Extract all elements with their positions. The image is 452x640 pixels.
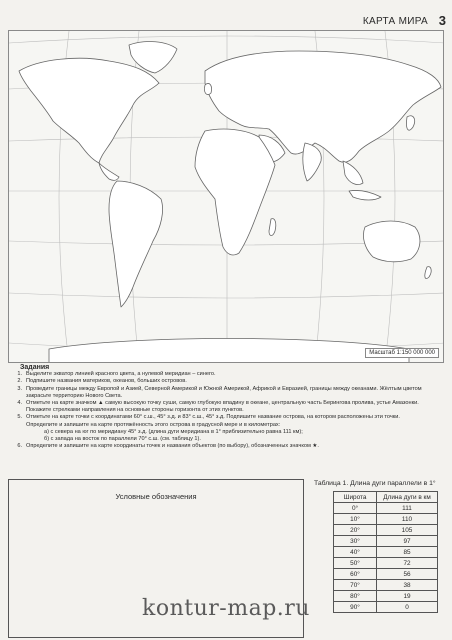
task-number: 4.: [17, 400, 22, 407]
task-text: а) с севера на юг по меридиану 45° з.д. (длина дуги меридиана в 1° приблизительно равна 111 км);: [44, 428, 303, 435]
task-number: 6.: [17, 443, 22, 450]
map-graphic: [9, 31, 444, 363]
japan: [406, 116, 414, 130]
world-map: [8, 30, 444, 363]
task-list: [8, 371, 444, 450]
page-title: КАРТА МИРА: [362, 16, 428, 27]
arc-length-cell: 19: [377, 591, 438, 602]
arc-length-cell: 56: [377, 569, 438, 580]
task-text: Проведите границы между Европой и Азией, Северной Америкой и Южной Америкой, Африкой и Евразией, границы между океанами. Жёлтым цветом закрасьте территорию Нового Света.: [26, 385, 422, 399]
south-america: [109, 181, 163, 307]
task-text: Определите и запишите на карте протяжённость этого острова в градусной мере и в километрах:: [26, 421, 281, 428]
task-number: 1.: [17, 371, 22, 378]
table-row: [334, 503, 438, 514]
task-item: [8, 386, 444, 400]
task-item: [8, 378, 444, 385]
latitude-cell: 20°: [334, 525, 377, 536]
arc-length-cell: 0: [377, 602, 438, 613]
task-item: [8, 400, 444, 414]
task-number: [26, 429, 44, 436]
great-britain: [204, 83, 211, 94]
table-row: [334, 514, 438, 525]
new-zealand: [425, 267, 431, 279]
table-row: [334, 569, 438, 580]
central-america: [99, 163, 119, 180]
task-text: Выделите экватор линией красного цвета, а нулевой меридиан – синего.: [26, 371, 216, 378]
task-text: Отметьте на карте точки с координатами 60° с.ш., 45° з.д. и 83° с.ш., 45° з.д. Подпишите название острова, на котором расположены эти точки.: [26, 414, 400, 421]
task-text: Отметьте на карте значком ▲ самую высокую точку суши, самую глубокую впадину в океане, центральную часть Берингова пролива, устье Амазонки. Покажите стрелками направления на основные стороны горизонта от этих пунктов.: [26, 400, 419, 414]
table-row: [334, 536, 438, 547]
task-number: [8, 422, 26, 429]
latitude-cell: 60°: [334, 569, 377, 580]
tasks-section: [8, 364, 444, 450]
madagascar: [269, 219, 276, 236]
latitude-cell: 10°: [334, 514, 377, 525]
latitude-cell: 0°: [334, 503, 377, 514]
page-number: 3: [438, 13, 446, 28]
task-item: [8, 414, 444, 421]
arc-length-cell: 85: [377, 547, 438, 558]
table-row: [334, 525, 438, 536]
page-header: [0, 0, 452, 32]
column-header-latitude: Широта: [334, 492, 377, 503]
australia: [363, 221, 420, 262]
tasks-heading: Задания: [20, 364, 50, 371]
task-item: [8, 443, 444, 450]
africa: [195, 129, 275, 255]
latitude-cell: 70°: [334, 580, 377, 591]
table-header-row: [334, 492, 438, 503]
parallel-line: [9, 293, 444, 298]
latitude-cell: 40°: [334, 547, 377, 558]
southeast-asia: [343, 161, 363, 185]
parallel-length-table: [333, 491, 438, 613]
watermark: kontur-map.ru: [142, 596, 310, 621]
task-number: 5.: [17, 414, 22, 421]
table-row: [334, 558, 438, 569]
task-number: 3.: [17, 385, 22, 392]
indonesia: [349, 190, 381, 200]
arc-length-cell: 38: [377, 580, 438, 591]
task-text: Подпишите названия материков, океанов, больших островов.: [26, 378, 187, 385]
continents: [19, 42, 441, 363]
antarctica: [49, 339, 409, 364]
latitude-cell: 90°: [334, 602, 377, 613]
arc-length-cell: 111: [377, 503, 438, 514]
arc-length-cell: 97: [377, 536, 438, 547]
map-scale: Масштаб 1:150 000 000: [365, 348, 439, 358]
north-america: [19, 58, 159, 163]
table-row: [334, 547, 438, 558]
legend-title: Условные обозначения: [115, 492, 197, 501]
arc-length-cell: 72: [377, 558, 438, 569]
latitude-cell: 30°: [334, 536, 377, 547]
latitude-cell: 80°: [334, 591, 377, 602]
task-item: [8, 422, 444, 429]
task-text: Определите и запишите на карте координаты точек и названия объектов (по выбору), обозначенных значком ★.: [26, 443, 319, 450]
table-row: [334, 580, 438, 591]
arc-length-cell: 110: [377, 514, 438, 525]
task-text: б) с запада на восток по параллели 70° с.ш. (см. таблицу 1).: [44, 436, 201, 443]
latitude-cell: 50°: [334, 558, 377, 569]
arc-length-cell: 105: [377, 525, 438, 536]
india: [303, 143, 321, 181]
column-header-arc-length: Длина дуги в км: [377, 492, 438, 503]
task-item: [26, 429, 444, 436]
task-item: [8, 371, 444, 378]
table-caption: Таблица 1. Длина дуги параллели в 1°: [314, 480, 436, 487]
parallel-line: [9, 36, 444, 43]
task-number: 2.: [17, 378, 22, 385]
